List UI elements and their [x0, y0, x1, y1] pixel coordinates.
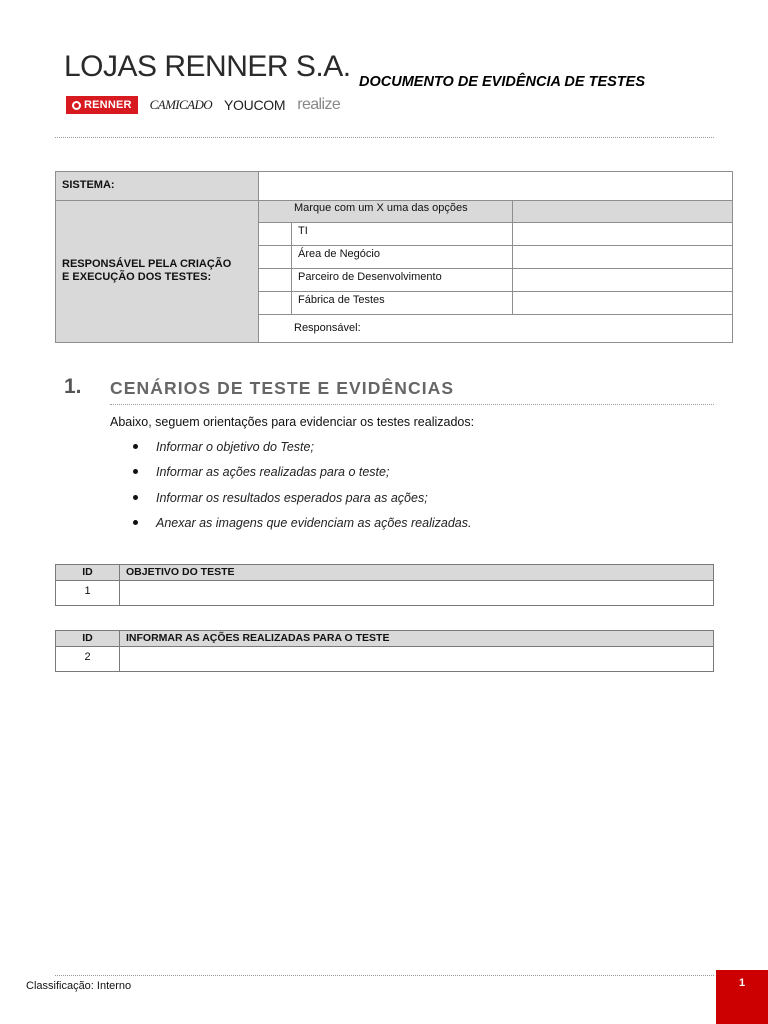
- option-label-area-negocio: Área de Negócio: [298, 248, 380, 260]
- youcom-logo: YOUCOM: [224, 97, 286, 113]
- actions-column-header: INFORMAR AS AÇÕES REALIZADAS PARA O TESTE: [126, 632, 390, 644]
- list-item: Informar os resultados esperados para as ações;: [130, 489, 471, 514]
- option-checkbox-area-negocio[interactable]: [258, 245, 292, 269]
- classification-label: Classificação: Interno: [26, 980, 132, 992]
- id-column-header: ID: [82, 566, 93, 578]
- bullet-icon: [133, 520, 138, 525]
- option-row-area-negocio: [291, 245, 513, 269]
- list-item: Anexar as imagens que evidenciam as ações realizadas.: [130, 514, 471, 539]
- option-row-parceiro: [291, 268, 513, 292]
- list-item: Informar as ações realizadas para o teste;: [130, 463, 471, 488]
- option-mark-ti[interactable]: [512, 222, 733, 246]
- section-intro: Abaixo, seguem orientações para evidenciar os testes realizados:: [110, 415, 475, 429]
- option-mark-area-negocio[interactable]: [512, 245, 733, 269]
- option-row-ti: [291, 222, 513, 246]
- sistema-label: SISTEMA:: [62, 179, 115, 191]
- responsavel-label-line2: E EXECUÇÃO DOS TESTES:: [62, 271, 212, 283]
- brand-logos: [66, 95, 340, 115]
- sistema-value-field[interactable]: [258, 171, 733, 201]
- options-header: Marque com um X uma das opções: [294, 202, 468, 214]
- renner-logo: [66, 96, 138, 114]
- page-number: 1: [738, 977, 746, 989]
- section-divider: [110, 404, 714, 405]
- bullet-icon: [133, 495, 138, 500]
- option-label-parceiro: Parceiro de Desenvolvimento: [298, 271, 442, 283]
- page-number-badge: [716, 970, 768, 1024]
- objective-column-header: OBJETIVO DO TESTE: [126, 566, 235, 578]
- responsavel-label-cell: [55, 200, 259, 343]
- guideline-list: [130, 438, 471, 539]
- sistema-label-cell: [55, 171, 259, 201]
- header-divider: [55, 137, 714, 138]
- responsavel-field-label: Responsável:: [294, 322, 361, 334]
- footer-divider: [55, 975, 714, 976]
- option-mark-parceiro[interactable]: [512, 268, 733, 292]
- company-logo-text: LOJAS RENNER S.A.: [64, 50, 351, 83]
- renner-mark-icon: [72, 101, 81, 110]
- document-title: DOCUMENTO DE EVIDÊNCIA DE TESTES: [359, 74, 646, 90]
- option-checkbox-ti[interactable]: [258, 222, 292, 246]
- option-mark-fabrica[interactable]: [512, 291, 733, 315]
- actions-table: [55, 630, 714, 672]
- options-header-cell: [258, 200, 513, 223]
- id-column-header: ID: [82, 632, 93, 644]
- section-title: CENÁRIOS DE TESTE E EVIDÊNCIAS: [110, 378, 455, 398]
- info-table: [55, 171, 733, 343]
- bullet-icon: [133, 444, 138, 449]
- responsavel-label-line1: RESPONSÁVEL PELA CRIAÇÃO: [62, 258, 232, 270]
- option-checkbox-fabrica[interactable]: [258, 291, 292, 315]
- responsavel-field[interactable]: [258, 314, 733, 343]
- objective-table: [55, 564, 714, 606]
- list-item: Informar o objetivo do Teste;: [130, 438, 471, 463]
- option-label-fabrica: Fábrica de Testes: [298, 294, 385, 306]
- option-row-fabrica: [291, 291, 513, 315]
- bullet-icon: [133, 469, 138, 474]
- renner-logo-text: RENNER: [84, 99, 132, 111]
- option-label-ti: TI: [298, 225, 308, 237]
- options-header-mark-cell: [512, 200, 733, 223]
- realize-logo: realize: [297, 96, 341, 113]
- section-number: 1.: [64, 375, 82, 398]
- option-checkbox-parceiro[interactable]: [258, 268, 292, 292]
- row-id-cell: 1: [84, 585, 91, 597]
- row-id-cell: 2: [84, 651, 91, 663]
- camicado-logo: CAMICADO: [149, 97, 213, 112]
